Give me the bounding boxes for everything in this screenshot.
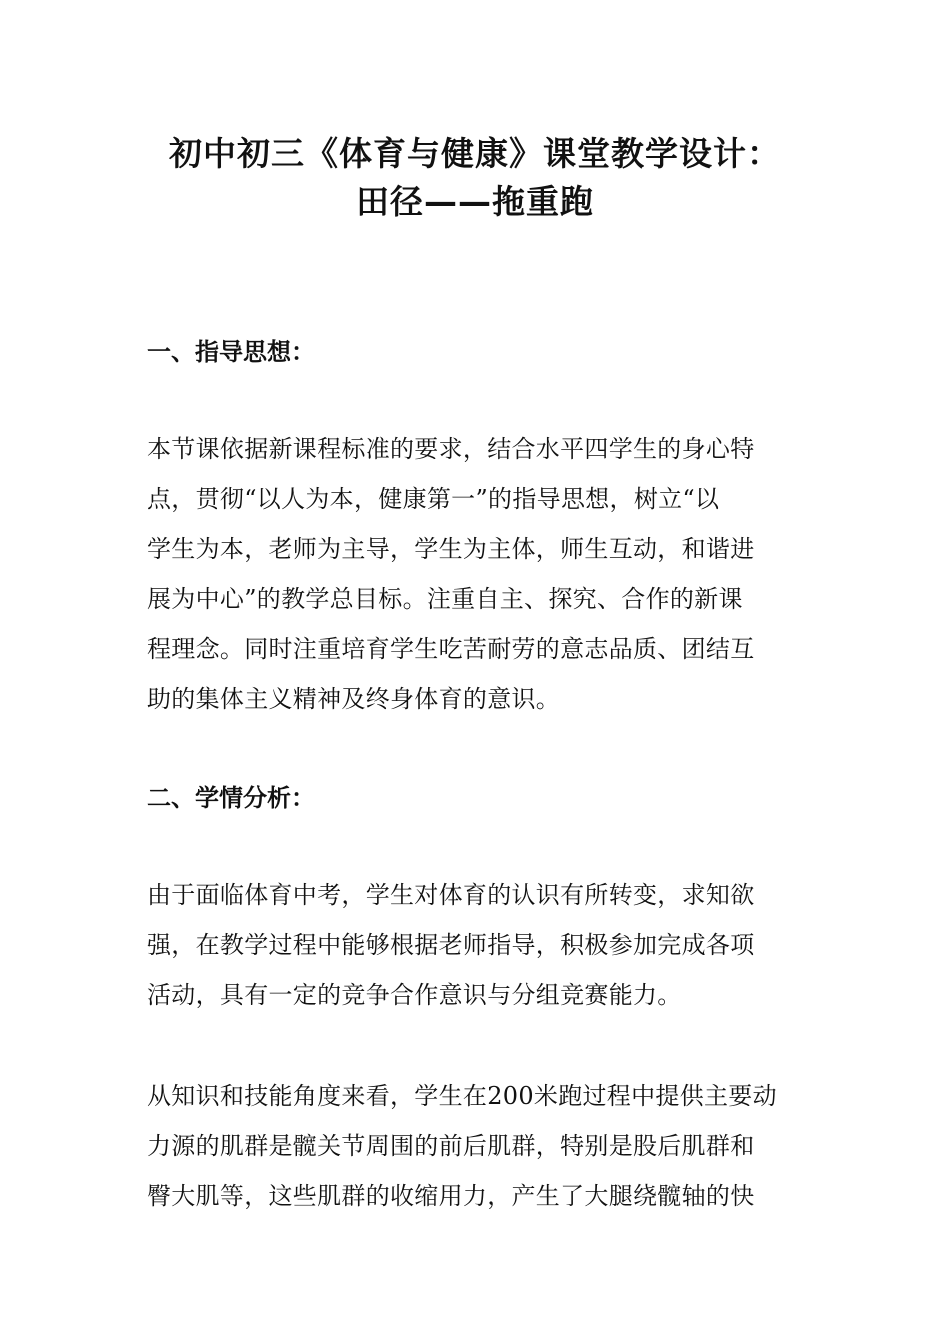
paragraph-line: 点，贯彻“以人为本，健康第一”的指导思想，树立“以 [147,485,720,513]
paragraph-line: 程理念。同时注重培育学生吃苦耐劳的意志品质、团结互 [147,635,755,663]
section-heading-guiding-ideology: 一、指导思想： [147,337,315,366]
paragraph-line: 学生为本，老师为主导，学生为主体，师生互动，和谐进 [147,535,755,563]
paragraph-line: 展为中心”的教学总目标。注重自主、探究、合作的新课 [147,585,743,613]
paragraph-knowledge-skills [147,1071,807,1221]
document-title-line-2: 田径——拖重跑 [356,182,594,221]
paragraph-student-attitude [147,870,807,1020]
paragraph-line: 本节课依据新课程标准的要求，结合水平四学生的身心特 [147,435,755,463]
paragraph-guiding-ideology [147,424,807,724]
paragraph-line: 力源的肌群是髋关节周围的前后肌群，特别是股后肌群和 [147,1132,755,1160]
paragraph-line: 由于面临体育中考，学生对体育的认识有所转变，求知欲 [147,881,755,909]
document-title-line-1: 初中初三《体育与健康》课堂教学设计： [169,134,781,173]
paragraph-line: 助的集体主义精神及终身体育的意识。 [147,685,561,713]
section-heading-student-analysis: 二、学情分析： [147,783,315,812]
paragraph-line: 臀大肌等，这些肌群的收缩用力，产生了大腿绕髋轴的快 [147,1182,755,1210]
paragraph-line: 活动，具有一定的竞争合作意识与分组竞赛能力。 [147,981,682,1009]
paragraph-line: 强，在教学过程中能够根据老师指导，积极参加完成各项 [147,931,755,959]
paragraph-line: 从知识和技能角度来看，学生在200米跑过程中提供主要动 [147,1082,777,1110]
